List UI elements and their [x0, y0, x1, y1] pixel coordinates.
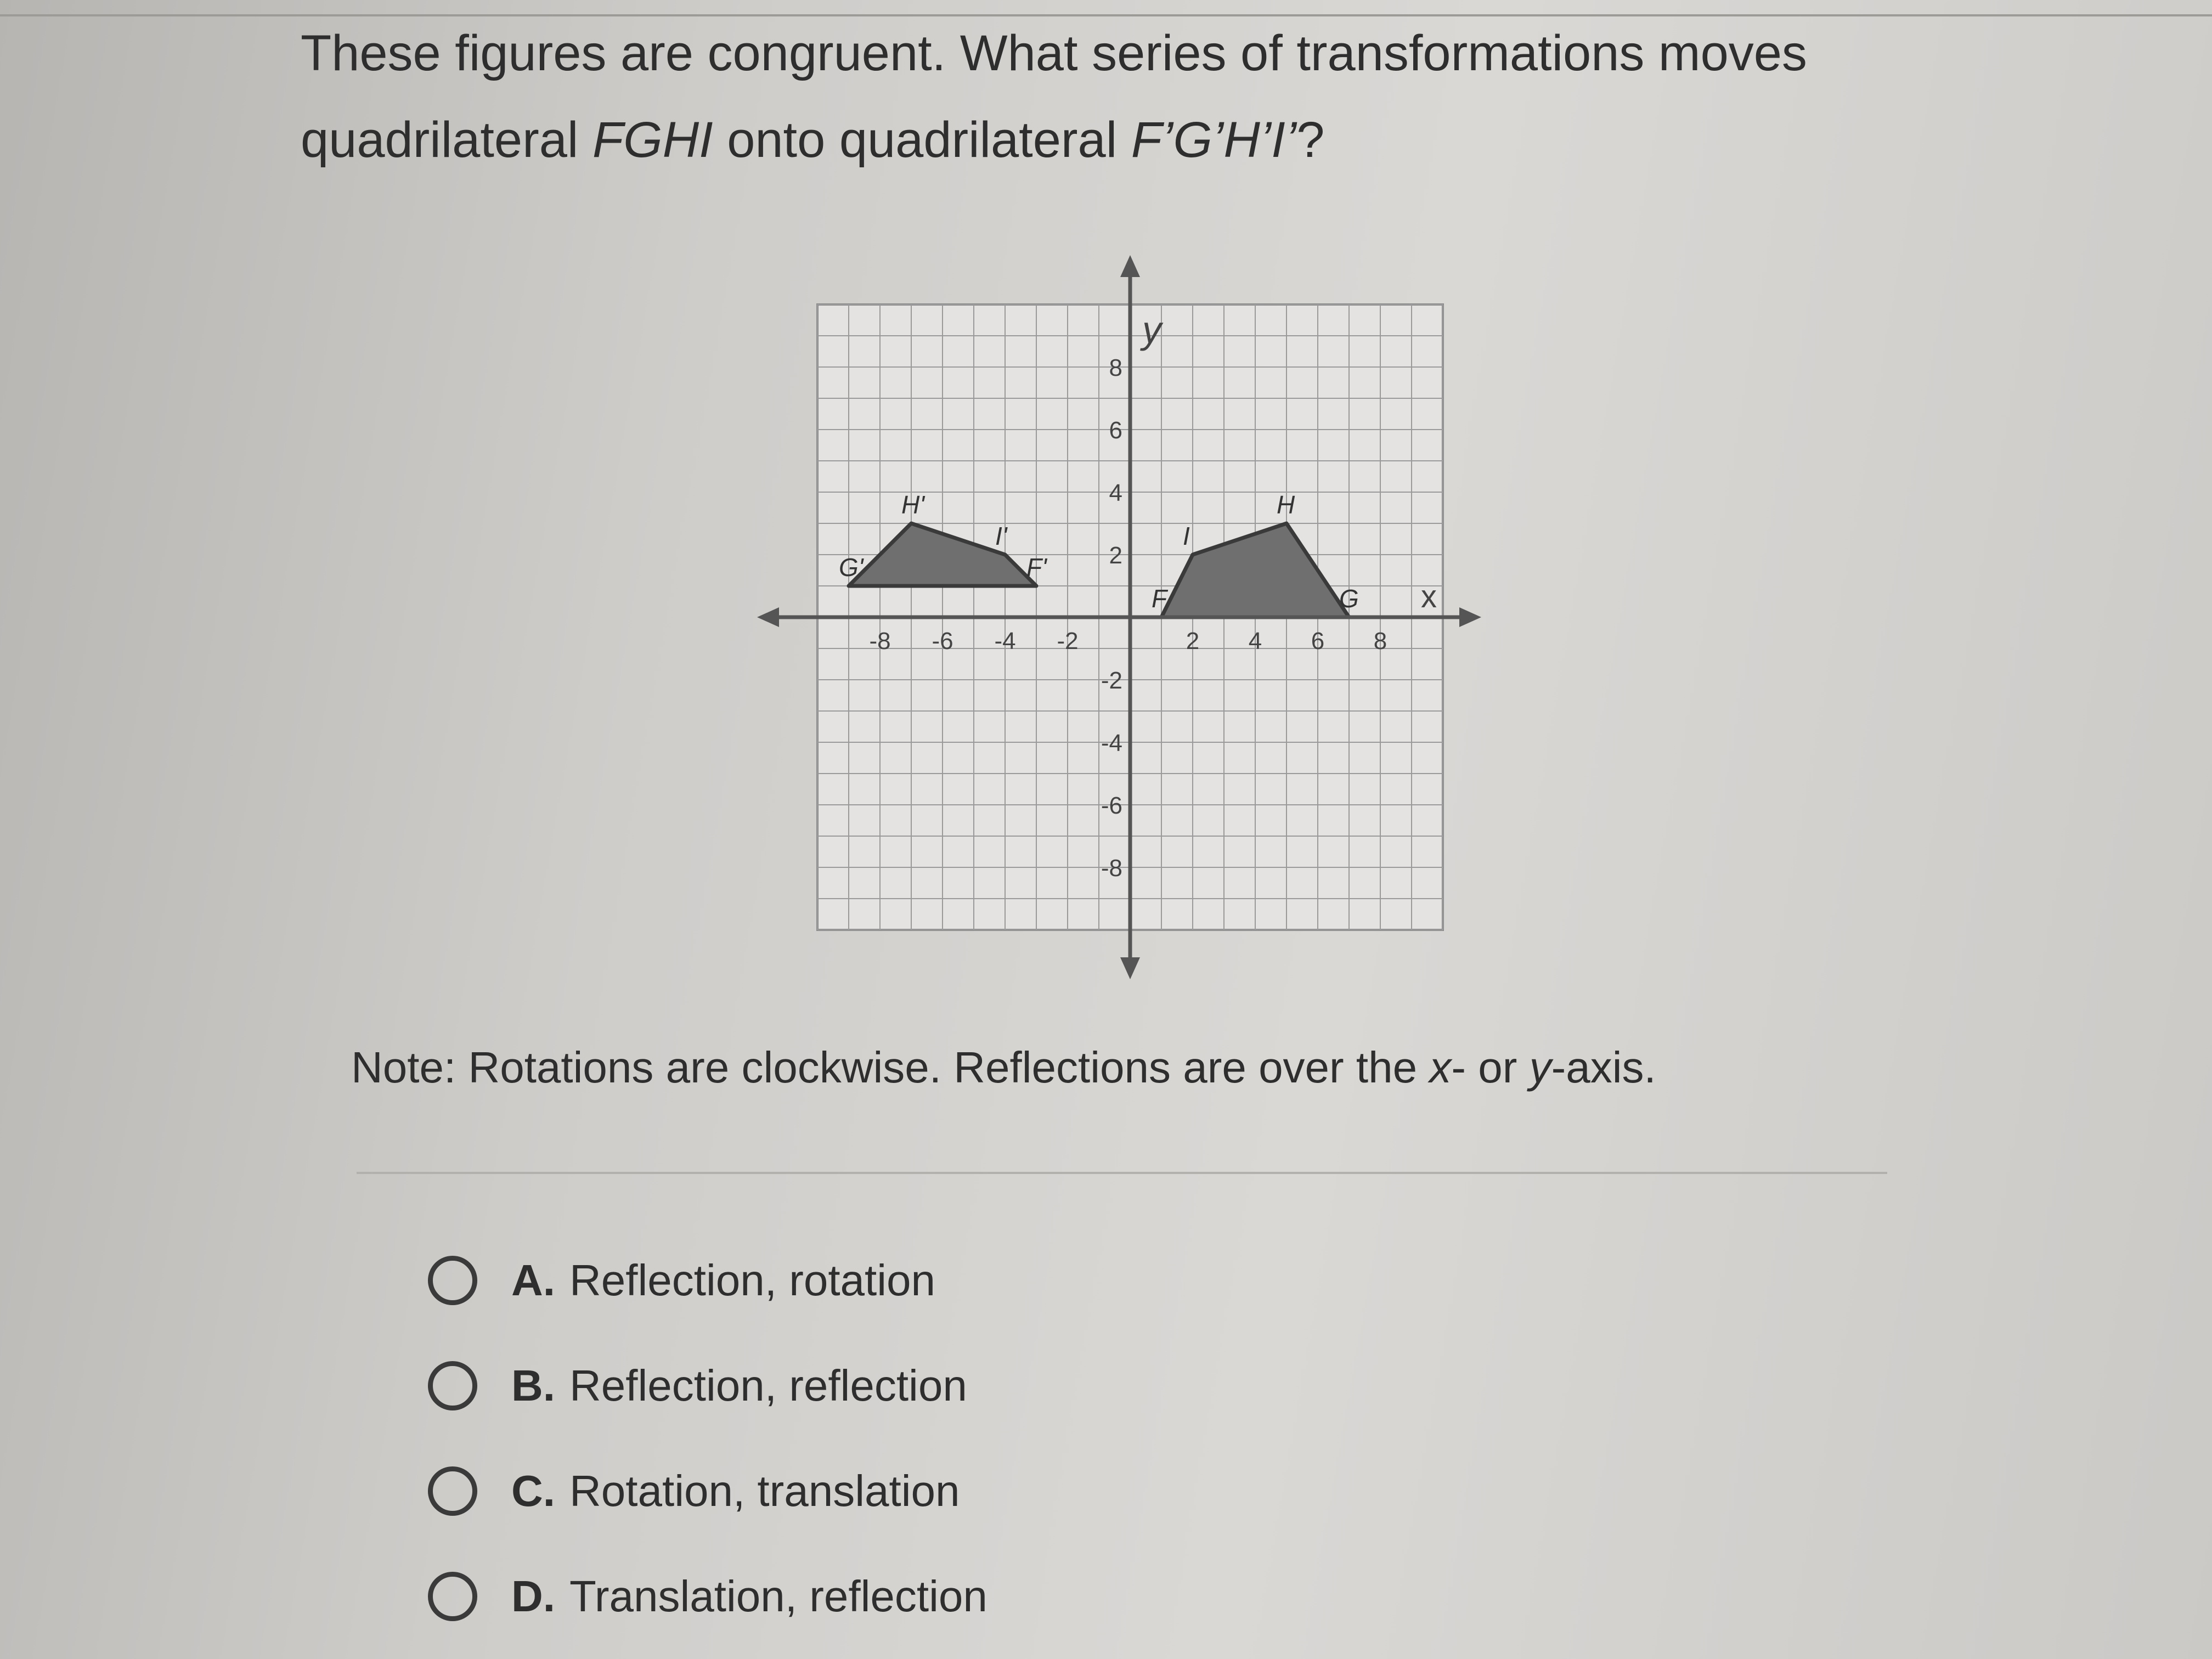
note-y: y — [1529, 1043, 1551, 1092]
x-axis-label: x — [1421, 579, 1437, 614]
choice-d[interactable] — [428, 1571, 988, 1622]
vertex-label: G — [1339, 584, 1359, 613]
note-suffix: -axis. — [1551, 1043, 1656, 1092]
question-text — [301, 10, 1946, 183]
vertex-label: H — [1277, 490, 1295, 519]
divider — [357, 1172, 1887, 1174]
x-tick-label: 6 — [1311, 628, 1325, 654]
y-tick-label: 6 — [1109, 417, 1122, 444]
note-mid: - or — [1451, 1043, 1530, 1092]
shape-name-original: FGHI — [592, 112, 713, 168]
shape-name-image: F’G’H’I’ — [1131, 112, 1297, 168]
vertex-label: F' — [1026, 553, 1047, 582]
y-tick-label: -4 — [1101, 730, 1122, 757]
x-axis-arrow-left — [757, 607, 779, 627]
choice-letter: B. — [511, 1361, 555, 1410]
question-line-2-start: quadrilateral — [301, 112, 592, 168]
question-line-2-middle: onto quadrilateral — [713, 112, 1131, 168]
note-x: x — [1429, 1043, 1452, 1092]
question-line-1: These figures are congruent. What series of transformations moves — [301, 25, 1807, 81]
choice-c[interactable] — [428, 1466, 960, 1516]
x-tick-label: -2 — [1057, 628, 1079, 654]
vertex-label: F — [1152, 584, 1167, 613]
vertex-label: I' — [995, 522, 1007, 550]
radio-button-d[interactable] — [428, 1572, 477, 1621]
coordinate-graph — [757, 241, 1503, 1020]
y-tick-label: -6 — [1101, 792, 1122, 819]
x-tick-label: 2 — [1186, 628, 1200, 654]
choice-text: Reflection, reflection — [569, 1361, 967, 1410]
note-text — [351, 1042, 1656, 1093]
y-tick-label: 4 — [1109, 479, 1122, 506]
radio-button-a[interactable] — [428, 1256, 477, 1305]
vertex-label: I — [1183, 522, 1190, 550]
choice-letter: C. — [511, 1466, 555, 1515]
x-tick-label: -8 — [869, 628, 891, 654]
vertex-label: G' — [839, 553, 864, 582]
x-tick-label: 4 — [1248, 628, 1262, 654]
x-tick-label: -6 — [932, 628, 953, 654]
x-tick-label: 8 — [1373, 628, 1387, 654]
choice-letter: A. — [511, 1256, 555, 1305]
choice-letter: D. — [511, 1572, 555, 1621]
note-prefix: Note: Rotations are clockwise. Reflections are over the — [351, 1043, 1430, 1092]
y-tick-label: 2 — [1109, 542, 1122, 569]
radio-button-b[interactable] — [428, 1361, 477, 1410]
x-axis-arrow-right — [1459, 607, 1481, 627]
y-tick-label: -8 — [1101, 855, 1122, 882]
vertex-label: H' — [901, 490, 925, 519]
choice-text: Translation, reflection — [569, 1572, 988, 1621]
y-axis-arrow-up — [1120, 255, 1140, 277]
radio-button-c[interactable] — [428, 1466, 477, 1516]
x-tick-label: -4 — [994, 628, 1016, 654]
y-tick-label: 8 — [1109, 354, 1122, 381]
choice-b[interactable] — [428, 1361, 967, 1411]
choice-text: Reflection, rotation — [569, 1256, 936, 1305]
choice-text: Rotation, translation — [569, 1466, 960, 1515]
choice-a[interactable] — [428, 1255, 935, 1306]
y-axis-label: y — [1142, 308, 1161, 351]
y-axis-arrow-down — [1120, 957, 1140, 979]
question-mark: ? — [1296, 112, 1325, 168]
y-tick-label: -2 — [1101, 667, 1122, 694]
